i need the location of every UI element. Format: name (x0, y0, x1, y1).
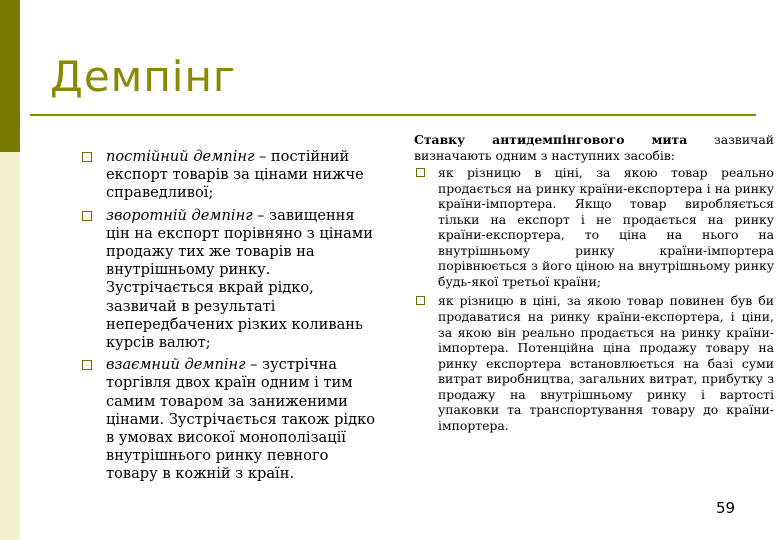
term-definition: – зустрічна торгівля двох країн одним і тим самим товаром за заниженими цінами. Зустрічається також рідко в умовах високої монополізації внутрішнього ринку певного товару в кожній з країн. (106, 356, 375, 483)
slide-title: Демпінг (50, 52, 236, 101)
square-bullet-icon (82, 360, 92, 370)
right-column (414, 132, 774, 437)
term-label: постійний демпінг (106, 148, 255, 165)
dumping-types-list (82, 148, 378, 484)
square-bullet-icon (82, 211, 92, 221)
duty-methods-list (414, 165, 774, 433)
square-bullet-icon (416, 168, 425, 177)
list-item (82, 148, 378, 203)
left-column (82, 148, 378, 488)
method-text: як різницю в ціні, за якою товар реально продається на ринку країни-експортера і на ринку країни-імпортера. Якщо товар виробляється тільки на експорт і не продається на ринку країни-експортера, то ціна на нього на внутрішньому ринку країни-імпортера порівнюється з його ціною на внутрішньому ринку будь-якої третьої країни; (438, 165, 774, 289)
method-text: як різницю в ціні, за якою товар повинен був би продаватися на ринку країни-експортера, і ціни, за якою він реально продається на ринку країни-імпортера. Потенційна ціна продажу товару на ринку експортера встановлюється на базі суми витрат виробництва, загальних витрат, прибутку з продажу на внутрішньому ринку і вартості упаковки та транспортування товару до країни-імпортера. (438, 293, 774, 433)
square-bullet-icon (416, 296, 425, 305)
square-bullet-icon (82, 152, 92, 162)
list-item (414, 293, 774, 433)
intro-text: зазвичай визначають одним з наступних засобів: (414, 132, 774, 163)
page-number: 59 (716, 499, 736, 517)
term-label: зворотній демпінг (106, 206, 253, 224)
list-item (82, 356, 378, 483)
list-item (82, 207, 378, 353)
term-definition: – завищення цін на експорт порівняно з цінами продажу тих же товарів на внутрішньому ринку. Зустрічається вкрай рідко, зазвичай в результаті непередбачених різких коливань курсів валют; (106, 206, 373, 352)
list-item (414, 165, 774, 289)
intro-bold-text: Ставку антидемпінгового мита (414, 132, 688, 147)
intro-paragraph (414, 132, 774, 163)
term-definition: – постійний експорт товарів за цінами нижче справедливої; (106, 148, 364, 202)
term-label: взаємний демпінг (106, 356, 246, 374)
title-divider (30, 114, 756, 116)
slide-sidebar-accent (0, 0, 20, 152)
